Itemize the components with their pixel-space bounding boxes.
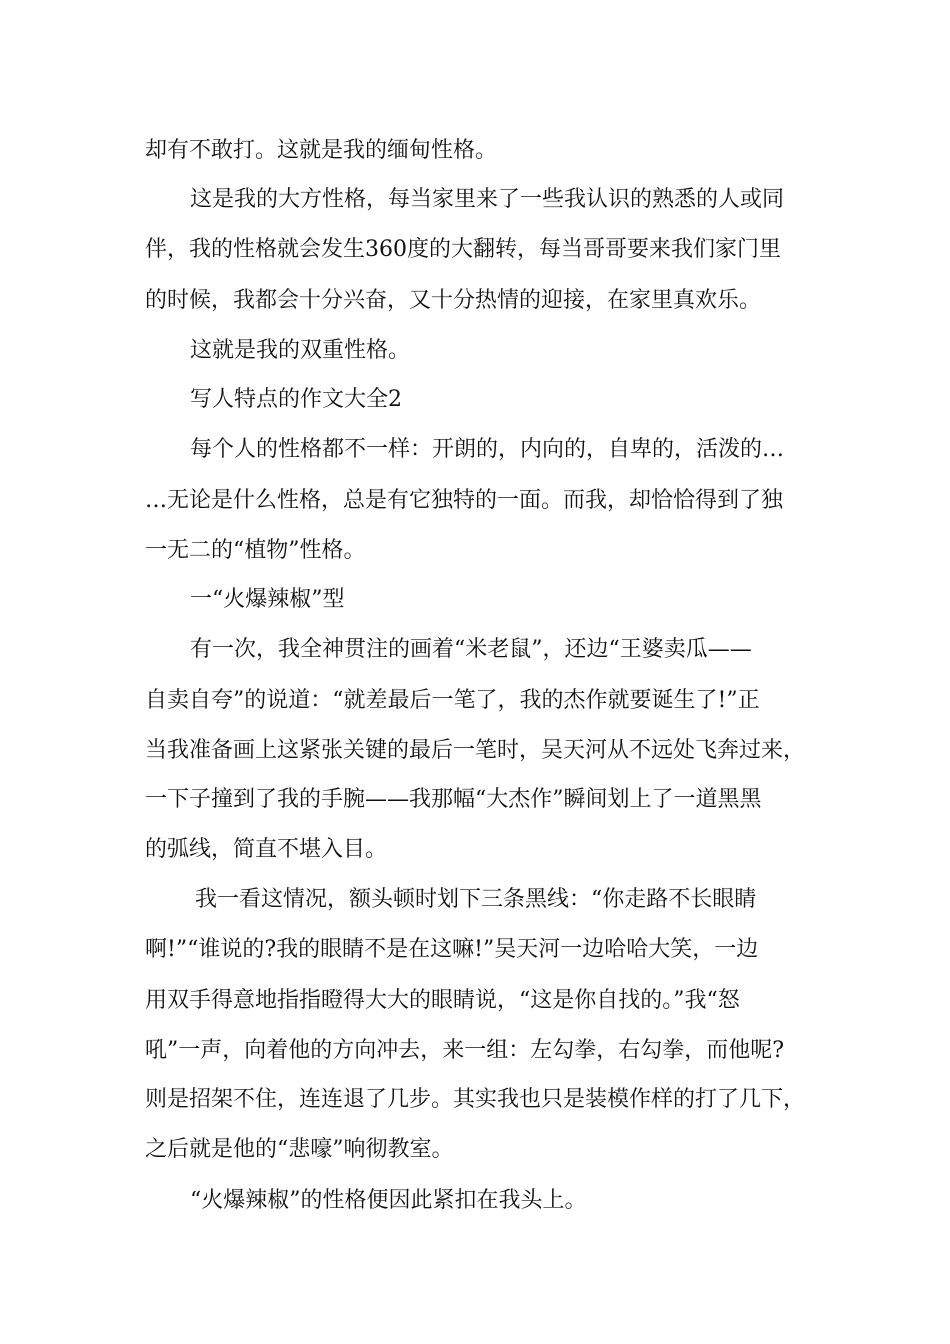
text-line: 的时候，我都会十分兴奋，又十分热情的迎接，在家里真欢乐。 (145, 288, 762, 313)
text-line: 当我准备画上这紧张关键的最后一笔时，吴天河从不远处飞奔过来， (145, 738, 806, 763)
text-line: 有一次，我全神贯注的画着“米老鼠”，还边“王婆卖瓜—— (190, 637, 752, 662)
text-line: 的弧线，简直不堪入目。 (145, 837, 388, 862)
text-line: 啊!”“谁说的?我的眼睛不是在这嘛!”吴天河一边哈哈大笑，一边 (145, 937, 759, 962)
text-line: 自卖自夸”的说道：“就差最后一笔了，我的杰作就要诞生了!”正 (145, 688, 760, 713)
text-line: …无论是什么性格，总是有它独特的一面。而我，却恰恰得到了独 (145, 488, 784, 513)
text-line: 我一看这情况，额头顿时划下三条黑线：“你走路不长眼睛 (195, 887, 757, 912)
text-line: 这就是我的双重性格。 (190, 338, 411, 363)
text-line: 则是招架不住，连连退了几步。其实我也只是装模作样的打了几下， (145, 1087, 806, 1112)
text-line: 这是我的大方性格，每当家里来了一些我认识的熟悉的人或同 (190, 187, 785, 212)
sub-heading: 一“火爆辣椒”型 (190, 587, 345, 612)
text-line: 却有不敢打。这就是我的缅甸性格。 (145, 138, 498, 163)
text-line: 吼”一声，向着他的方向冲去，来一组：左勾拳，右勾拳，而他呢? (145, 1038, 785, 1063)
text-line: 一下子撞到了我的手腕——我那幅“大杰作”瞬间划上了一道黑黑 (145, 787, 762, 812)
text-line: “火爆辣椒”的性格便因此紧扣在我头上。 (190, 1188, 587, 1213)
text-line: 每个人的性格都不一样：开朗的，内向的，自卑的，活泼的… (190, 437, 785, 462)
text-line: 伴，我的性格就会发生360度的大翻转，每当哥哥要来我们家门里 (145, 237, 781, 262)
text-line: 一无二的“植物”性格。 (145, 538, 366, 563)
text-line: 之后就是他的“悲嚎”响彻教室。 (145, 1137, 454, 1162)
section-heading: 写人特点的作文大全2 (190, 387, 402, 412)
text-line: 用双手得意地指指瞪得大大的眼睛说，“这是你自找的。”我“怒 (145, 988, 740, 1013)
